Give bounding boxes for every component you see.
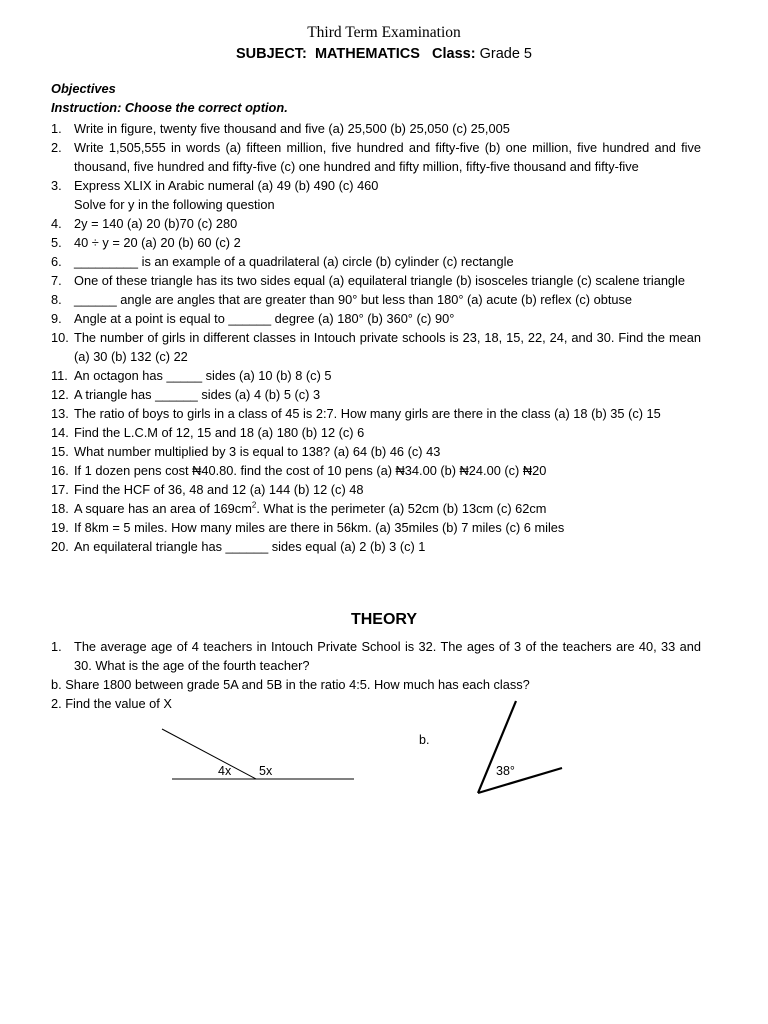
question-number: 18.: [51, 501, 69, 516]
question-number: 1.: [51, 121, 62, 136]
angle-arm-upper: [478, 701, 516, 793]
question-number: 17.: [51, 482, 69, 497]
question-text: The ratio of boys to girls in a class of 45 is 2:7. How many girls are there in the class (a) 18 (b) 35 (c) 15: [74, 406, 661, 421]
theory-question-2: 2. Find the value of X: [51, 696, 172, 711]
solve-for-y-subheading: Solve for y in the following question: [74, 197, 275, 212]
question-text: An equilateral triangle has ______ sides equal (a) 2 (b) 3 (c) 1: [74, 539, 426, 554]
question-text: 2y = 140 (a) 20 (b)70 (c) 280: [74, 216, 238, 231]
question-number: 8.: [51, 292, 62, 307]
question-text-part: . What is the perimeter (a) 52cm (b) 13cm (c) 62cm: [256, 501, 547, 516]
question-number: 3.: [51, 178, 62, 193]
question-number: 5.: [51, 235, 62, 250]
question-text: Find the L.C.M of 12, 15 and 18 (a) 180 (b) 12 (c) 6: [74, 425, 365, 440]
question-number: 15.: [51, 444, 69, 459]
class-label: Class:: [432, 46, 476, 62]
instruction-text: Instruction: Choose the correct option.: [51, 100, 288, 115]
theory-heading: THEORY: [350, 611, 418, 628]
question-number: 2.: [51, 140, 62, 155]
angle-label-4x: 4x: [218, 764, 232, 778]
question-number: 13.: [51, 406, 69, 421]
question-text: An octagon has _____ sides (a) 10 (b) 8 (c) 5: [74, 368, 332, 383]
subject-value: MATHEMATICS: [314, 46, 420, 62]
question-number: 10.: [51, 330, 69, 345]
question-text: The average age of 4 teachers in Intouch Private School is 32. The ages of 3 of the teachers are 40, 33 and 30. What is the age of the fourth teacher?: [74, 639, 701, 673]
angle-label-38-degrees: 38°: [496, 764, 515, 778]
question-text: If 8km = 5 miles. How many miles are there in 56km. (a) 35miles (b) 7 miles (c) 6 miles: [74, 520, 565, 535]
question-number: 6.: [51, 254, 62, 269]
question-number: 7.: [51, 273, 62, 288]
subject-label: SUBJECT:: [235, 46, 307, 62]
question-number: 4.: [51, 216, 62, 231]
question-number: 19.: [51, 520, 69, 535]
figure-a-angles-on-line: [162, 729, 354, 779]
figure-b-label: b.: [419, 733, 430, 747]
question-text: If 1 dozen pens cost ₦40.80. find the cost of 10 pens (a) ₦34.00 (b) ₦24.00 (c) ₦20: [74, 463, 547, 478]
question-number: 11.: [51, 368, 68, 383]
question-number: 20.: [51, 539, 69, 554]
objectives-heading: Objectives: [51, 81, 116, 96]
question-text-part: A square has an area of 169cm: [74, 501, 252, 516]
question-text: Find the HCF of 36, 48 and 12 (a) 144 (b) 12 (c) 48: [74, 482, 364, 497]
question-text: Angle at a point is equal to ______ degree (a) 180° (b) 360° (c) 90°: [74, 311, 455, 326]
question-text: Express XLIX in Arabic numeral (a) 49 (b) 490 (c) 460: [74, 178, 379, 193]
question-text: 40 ÷ y = 20 (a) 20 (b) 60 (c) 2: [74, 235, 241, 250]
angle-arm-lower: [478, 768, 562, 793]
slanted-ray: [162, 729, 256, 779]
question-text: One of these triangle has its two sides equal (a) equilateral triangle (b) isosceles triangle (c) scalene triangle: [74, 273, 686, 288]
question-number: 12.: [51, 387, 69, 402]
question-number: 1.: [51, 639, 62, 654]
question-text: The number of girls in different classes in Intouch private schools is 23, 18, 15, 22, 24, and 30. Find the mean (a) 30 (b) 132 (c) 22: [74, 330, 701, 364]
class-value: Grade 5: [479, 46, 532, 62]
question-text: A triangle has ______ sides (a) 4 (b) 5 (c) 3: [74, 387, 321, 402]
superscript: 2: [251, 500, 257, 510]
figure-b-angle: [478, 701, 562, 793]
question-number: 16.: [51, 463, 69, 478]
question-text: ______ angle are angles that are greater than 90° but less than 180° (a) acute (b) reflex (c) obtuse: [74, 292, 633, 307]
question-number: 14.: [51, 425, 69, 440]
angle-label-5x: 5x: [259, 764, 273, 778]
exam-title: Third Term Examination: [307, 24, 461, 41]
question-text: _________ is an example of a quadrilateral (a) circle (b) cylinder (c) rectangle: [74, 254, 514, 269]
question-text: Write 1,505,555 in words (a) fifteen million, five hundred and fifty-five (b) one million, five hundred and five thousand, five hundred and fifty-five (c) one hundred and fifty million, fifty-five thousand and fifty-five: [74, 140, 701, 174]
question-text: What number multiplied by 3 is equal to 138? (a) 64 (b) 46 (c) 43: [74, 444, 441, 459]
question-number: 9.: [51, 311, 62, 326]
question-text: Write in figure, twenty five thousand and five (a) 25,500 (b) 25,050 (c) 25,005: [74, 121, 510, 136]
theory-question-1b: b. Share 1800 between grade 5A and 5B in the ratio 4:5. How much has each class?: [51, 677, 530, 692]
